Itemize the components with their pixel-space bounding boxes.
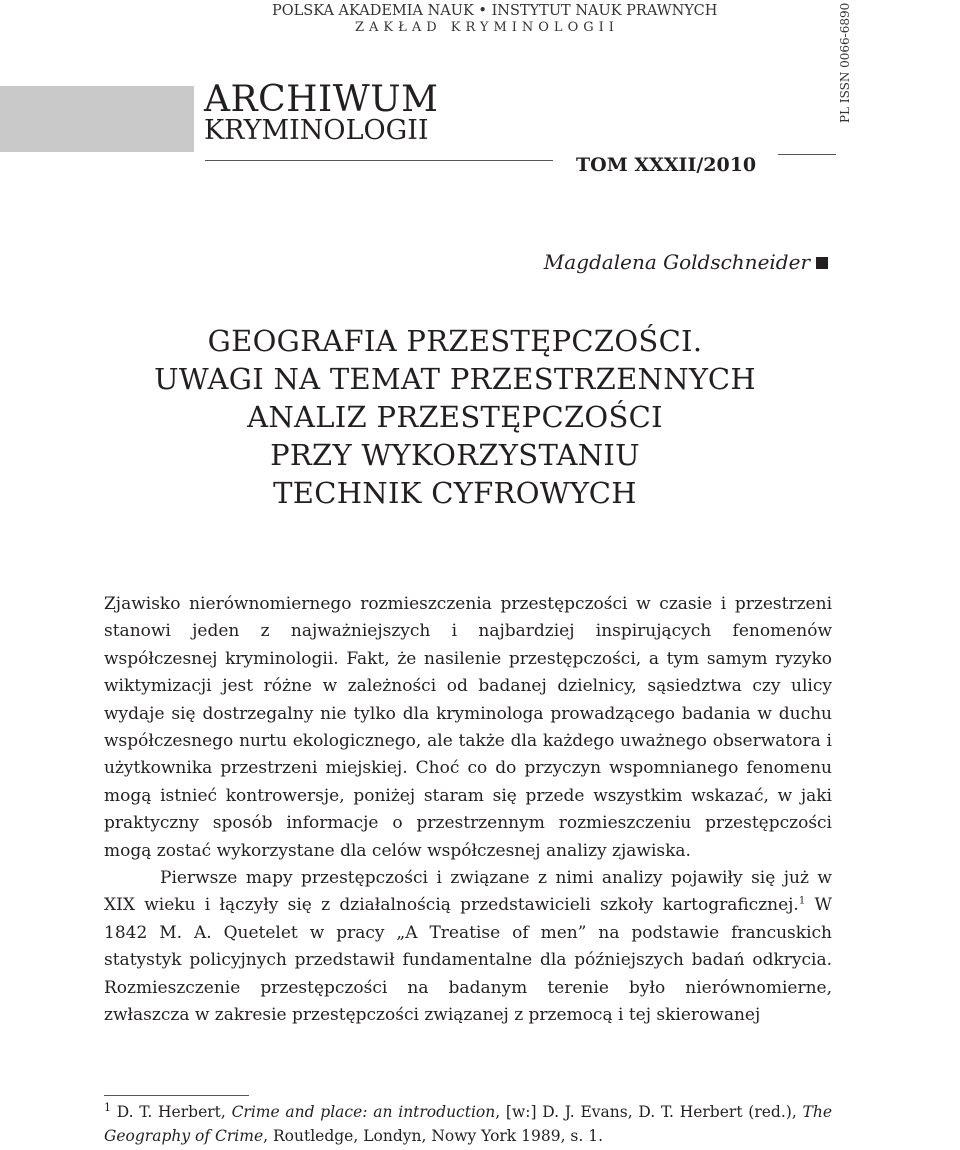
issn-label: PL ISSN 0066-6890: [838, 2, 852, 124]
title-line: GEOGRAFIA PRZESTĘPCZOŚCI.: [207, 324, 703, 358]
volume-label: TOM XXXII/2010: [576, 154, 757, 176]
footnote-rule: [104, 1095, 249, 1096]
body-paragraph-1: Zjawisko nierównomiernego rozmieszczenia przestępczości w czasie i przestrzeni stanowi jeden z najważniejszych i najbardziej inspirujących fenomenów współczesnej kryminologii. Fakt, że nasilenie przestępczości, a tym samym ryzyko wiktymizacji jest różne w zależności od badanej dzielnicy, sąsiedztwa czy ulicy wydaje się dostrzegalny nie tylko dla kryminologa prowadzącego badania w duchu współczesnego nurtu ekologicznego, ale także dla każdego uważnego obserwatora i użytkownika przestrzeni miejskiej. Choć co do przyczyn wspomnianego fenomenu mogą istnieć kontrowersje, poniżej staram się przede wszystkim wskazać, w jaki praktyczny sposób informacje o przestrzennym rozmieszczeniu przestępczości mogą zostać wykorzystane dla celów współczesnej analizy zjawiska.: [104, 594, 832, 861]
footnote-ref: 1: [798, 895, 806, 907]
body-paragraph-2: [104, 865, 832, 1029]
title-line: ANALIZ PRZESTĘPCZOŚCI: [247, 400, 663, 434]
footnote-title-a: Crime and place: an introduction: [231, 1103, 496, 1121]
journal-title-archiwum: ARCHIWUM: [204, 79, 439, 120]
article-body: [104, 591, 832, 1030]
title-line: TECHNIK CYFROWYCH: [273, 476, 637, 510]
footnote: [104, 1100, 832, 1148]
title-line: UWAGI NA TEMAT PRZESTRZENNYCH: [154, 362, 756, 396]
footnote-text: , Routledge, Londyn, Nowy York 1989, s. 1.: [263, 1127, 604, 1145]
footnote-text: , [w:] D. J. Evans, D. T. Herbert (red.),: [495, 1103, 803, 1121]
header-rule-left: [205, 160, 553, 161]
author-square-marker: [816, 257, 828, 269]
footnote-number: 1: [104, 1100, 111, 1114]
institution-line: POLSKA AKADEMIA NAUK • INSTYTUT NAUK PRAWNYCH: [272, 3, 718, 19]
header-rule-right: [778, 154, 836, 155]
paragraph-2-text-b: W 1842 M. A. Quetelet w pracy „A Treatise of men” na podstawie francuskich statystyk policyjnych przedstawił fundamentalne dla późniejszych badań odkrycia. Rozmieszczenie przestępczości na badanym terenie było nierównomierne, zwłaszcza w zakresie przestępczości związanej z przemocą i tej skierowanej: [104, 895, 832, 1026]
department-line: ZAKŁAD KRYMINOLOGII: [355, 20, 619, 35]
title-line: PRZY WYKORZYSTANIU: [270, 438, 640, 472]
footnote-text: D. T. Herbert,: [111, 1103, 232, 1121]
author-name: Magdalena Goldschneider: [543, 250, 810, 274]
journal-gray-bar: [0, 86, 194, 152]
journal-title-kryminologii: KRYMINOLOGII: [204, 115, 429, 146]
article-title: [80, 322, 830, 512]
footnote-title-b: The Geography of Crime: [104, 1103, 832, 1145]
paragraph-2-text-a: Pierwsze mapy przestępczości i związane z nimi analizy pojawiły się już w XIX wieku i łączyły się z działalnością przedstawicieli szkoły kartograficznej.: [104, 868, 832, 916]
